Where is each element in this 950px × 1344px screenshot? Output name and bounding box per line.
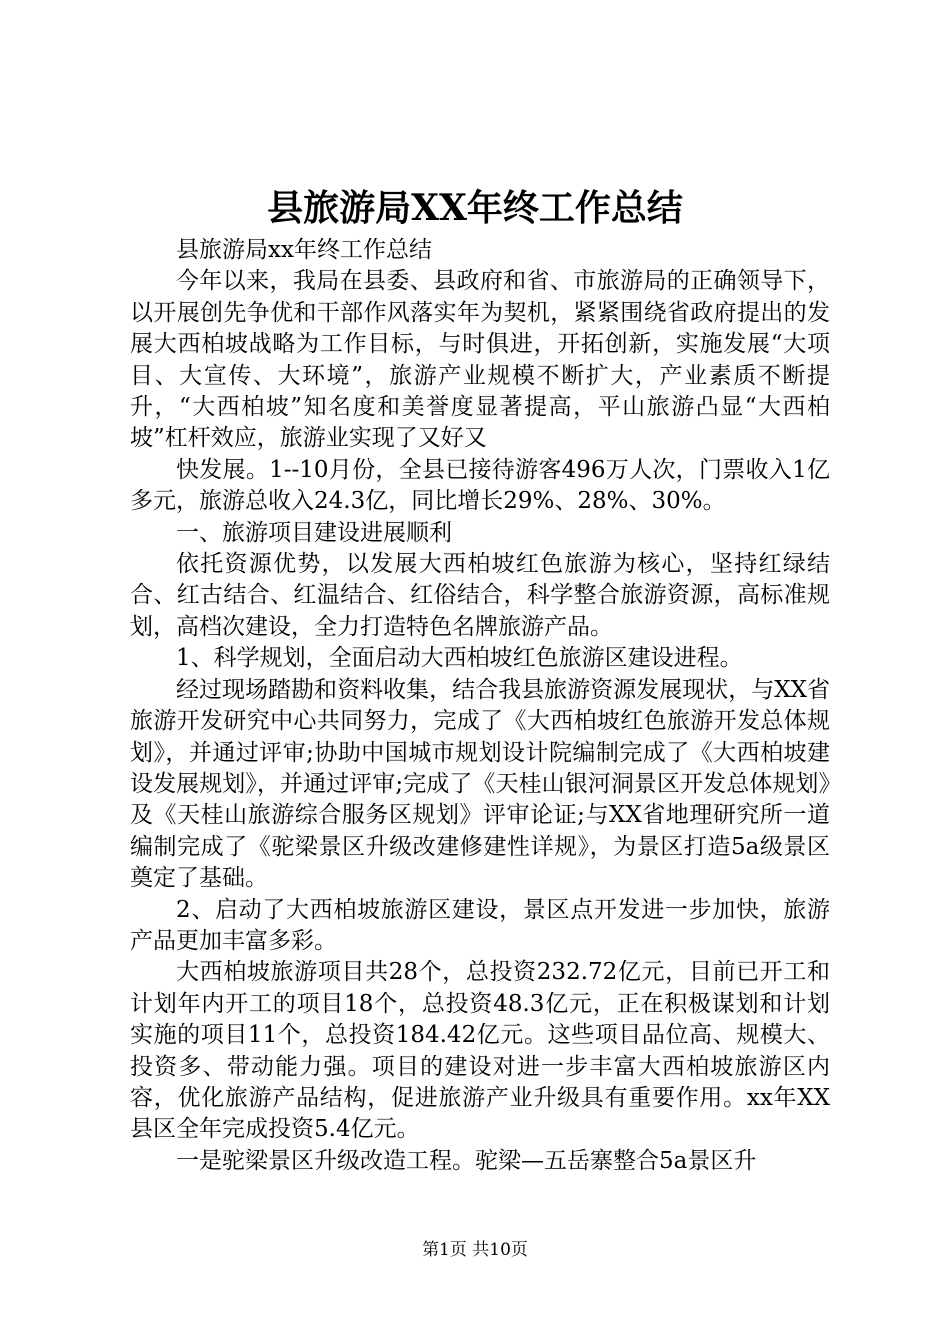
page-footer: 第1页 共10页 [422, 1240, 528, 1260]
subsection-heading: 1、科学规划，全面启动大西柏坡红色旅游区建设进程。 [176, 645, 743, 672]
section-heading: 一、旅游项目建设进展顺利 [176, 519, 452, 546]
document-body [130, 235, 830, 1177]
paragraph: 一是驼梁景区升级改造工程。驼梁—五岳寨整合5a景区升 [176, 1147, 757, 1174]
page-title: 县旅游局XX年终工作总结 [267, 187, 683, 229]
subsection-heading: 2、启动了大西柏坡旅游区建设，景区点开发进一步加快，旅游产品更加丰富多彩。 [130, 896, 830, 954]
paragraph: 经过现场踏勘和资料收集，结合我县旅游资源发展现状，与XX省旅游开发研究中心共同努力，完成了《大西柏坡红色旅游开发总体规划》，并通过评审;协助中国城市规划设计院编制完成了《大西柏坡建设发展规划》，并通过评审;完成了《天桂山银河洞景区开发总体规划》及《天桂山旅游综合服务区规划》评审论证;与XX省地理研究所一道编制完成了《驼梁景区升级改建修建性详规》，为景区打造5a级景区奠定了基础。 [130, 676, 830, 892]
paragraph: 今年以来，我局在县委、县政府和省、市旅游局的正确领导下，以开展创先争优和干部作风落实年为契机，紧紧围绕省政府提出的发展大西柏坡战略为工作目标，与时俱进，开拓创新，实施发展“大项目、大宣传、大环境”，旅游产业规模不断扩大，产业素质不断提升，“大西柏坡”知名度和美誉度显著提高，平山旅游凸显“大西柏坡”杠杆效应，旅游业实现了又好又 [130, 268, 830, 452]
paragraph: 大西柏坡旅游项目共28个，总投资232.72亿元，目前已开工和计划年内开工的项目18个，总投资48.3亿元，正在积极谋划和计划实施的项目11个，总投资184.42亿元。这些项目品位高、规模大、投资多、带动能力强。项目的建设对进一步丰富大西柏坡旅游区内容，优化旅游产品结构，促进旅游产业升级具有重要作用。xx年XX县区全年完成投资5.4亿元。 [130, 959, 830, 1143]
paragraph: 快发展。1--10月份，全县已接待游客496万人次，门票收入1亿多元，旅游总收入24.3亿，同比增长29%、28%、30%。 [130, 456, 830, 515]
paragraph: 县旅游局xx年终工作总结 [176, 237, 432, 263]
paragraph: 依托资源优势，以发展大西柏坡红色旅游为核心，坚持红绿结合、红古结合、红温结合、红俗结合，科学整合旅游资源，高标准规划，高档次建设，全力打造特色名牌旅游产品。 [130, 551, 830, 640]
